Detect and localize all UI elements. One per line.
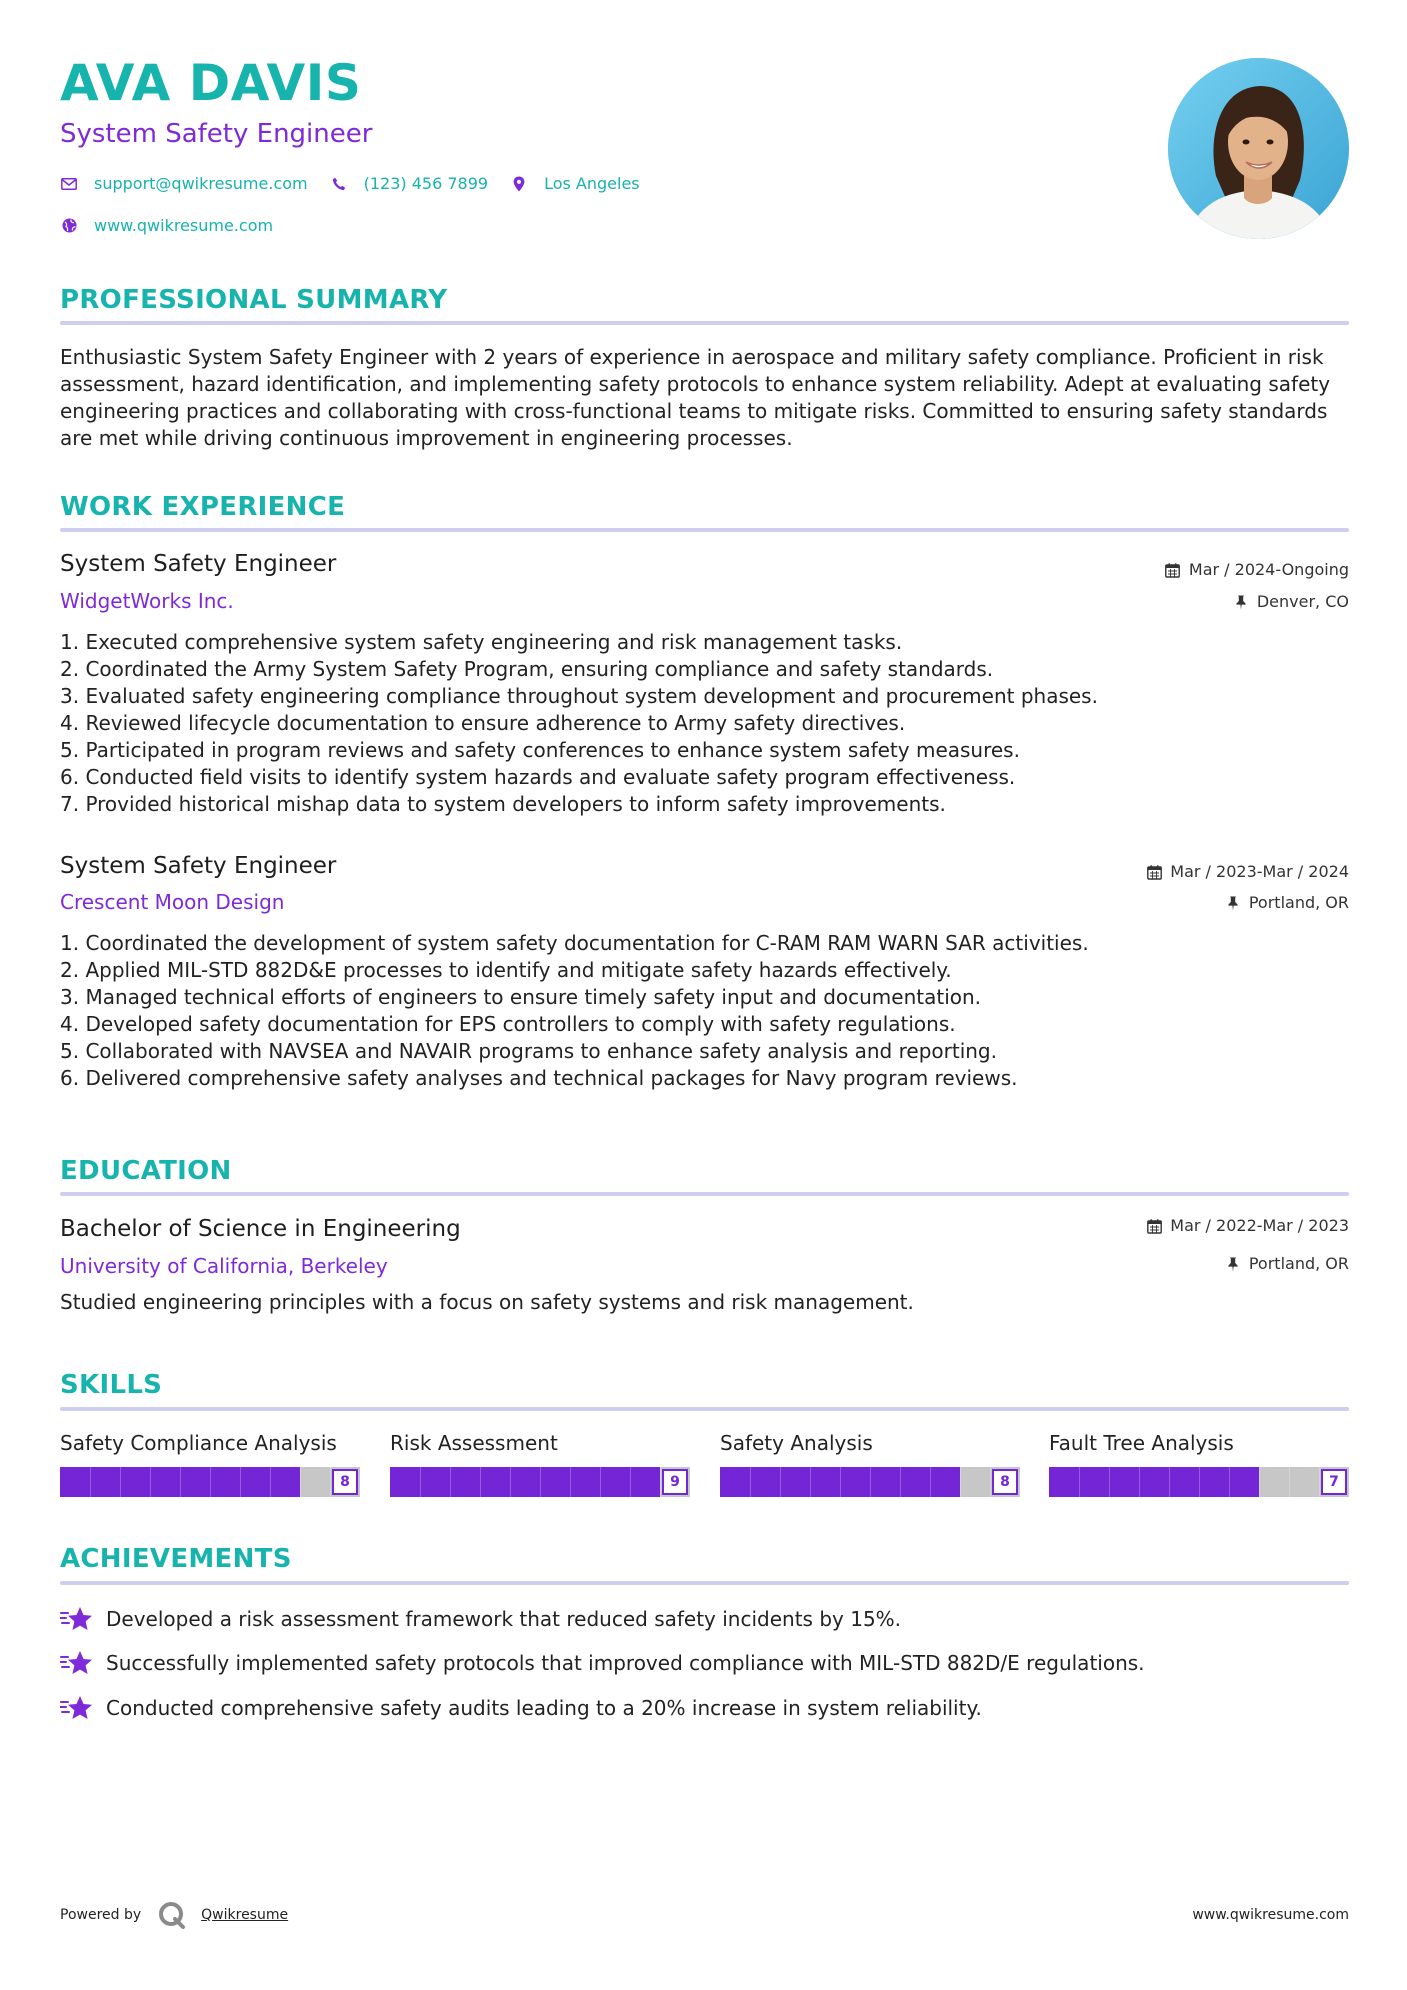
skill-bar-segment [270,1467,271,1497]
job-dates [1165,562,1349,578]
candidate-name: AVA DAVIS [60,54,362,112]
section-divider [60,1581,1349,1585]
list-item: 1. Executed comprehensive system safety engineering and risk management tasks. [60,630,903,654]
skill-bar-segment [870,1467,871,1497]
skill-level-bar [720,1467,1020,1497]
skill-bar-segment [90,1467,91,1497]
skill-bar-segment [840,1467,841,1497]
skill-level-number: 7 [1321,1469,1347,1495]
skill-bar-segment [930,1467,931,1497]
skill-level-number: 9 [662,1469,688,1495]
contact-website[interactable] [60,216,273,235]
skill-bar-segment [960,1467,961,1497]
education-description: Studied engineering principles with a focus on safety systems and risk management. [60,1290,914,1314]
skill-bar-segment [810,1467,811,1497]
job-location [1233,594,1349,610]
contact-phone[interactable] [330,174,488,193]
skill-level-bar [60,1467,360,1497]
contact-location [510,174,640,193]
section-divider [60,1407,1349,1411]
phone-text: (123) 456 7899 [363,174,489,193]
skill-bar-segment [540,1467,541,1497]
avatar [1168,58,1349,239]
job-title: System Safety Engineer [60,551,337,577]
skill-bar-segment [1109,1467,1110,1497]
skill-bar-segment [120,1467,121,1497]
candidate-title: System Safety Engineer [60,119,373,149]
summary-text: Enthusiastic System Safety Engineer with 2 years of experience in aerospace and military safety compliance. Proficient in risk assessment, hazard identification, and implementing safety protocols to enhance system reliability. Adept at evaluating safety engineering practices and collaborating with cross-functional teams to mitigate risks. Committed to ensuring safety standards are met while driving continuous improvement in engineering processes. [60,345,1331,450]
section-divider [60,528,1349,532]
skill-item [390,1433,690,1497]
star-icon [60,1694,94,1722]
education-heading: EDUCATION [60,1156,232,1186]
achievements-heading: ACHIEVEMENTS [60,1544,292,1574]
skill-bar-segment [750,1467,751,1497]
email-text: support@qwikresume.com [94,174,308,193]
calendar-icon [1146,1218,1162,1234]
list-item: 2. Coordinated the Army System Safety Program, ensuring compliance and safety standards. [60,657,994,681]
job-location [1225,895,1349,911]
skill-bar-segment [240,1467,241,1497]
skill-level-number: 8 [992,1469,1018,1495]
contact-row [60,174,662,193]
list-item: 4. Reviewed lifecycle documentation to ensure adherence to Army safety directives. [60,711,906,735]
experience-heading: WORK EXPERIENCE [60,492,346,522]
achievement-text: Developed a risk assessment framework that reduced safety incidents by 15%. [106,1607,902,1631]
skill-name: Safety Compliance Analysis [60,1431,337,1455]
phone-icon [330,175,348,193]
location-text: Los Angeles [544,174,640,193]
skill-bar-segment [480,1467,481,1497]
education-location-text: Portland, OR [1248,1254,1349,1273]
skill-level-bar [390,1467,690,1497]
star-icon [60,1649,94,1677]
skill-item [1049,1433,1349,1497]
skill-level-bar [1049,1467,1349,1497]
skill-name: Risk Assessment [390,1431,558,1455]
skill-bar-segment [570,1467,571,1497]
list-item: 5. Participated in program reviews and safety conferences to enhance system safety measures. [60,738,1020,762]
skill-level-fill [1049,1467,1259,1497]
list-item: 3. Managed technical efforts of engineers to ensure timely safety input and documentation. [60,985,982,1009]
skill-bar-segment [990,1467,991,1497]
achievement-item [60,1605,901,1633]
achievement-text: Successfully implemented safety protocols that improved compliance with MIL-STD 882D/E regulations. [106,1651,1145,1675]
job-dates-text: Mar / 2024-Ongoing [1188,560,1349,579]
list-item: 1. Coordinated the development of system safety documentation for C-RAM RAM WARN SAR activities. [60,931,1089,955]
footer-website[interactable]: www.qwikresume.com [1192,1907,1349,1923]
job-location-text: Portland, OR [1248,893,1349,912]
job-duties-list [60,629,1349,818]
education-location [1225,1256,1349,1272]
envelope-icon [60,175,78,193]
list-item: 5. Collaborated with NAVSEA and NAVAIR programs to enhance safety analysis and reporting. [60,1039,997,1063]
skill-item [60,1433,360,1497]
skill-bar-segment [330,1467,331,1497]
contact-row-website [60,216,295,235]
skill-bar-segment [1289,1467,1290,1497]
skill-bar-segment [630,1467,631,1497]
calendar-icon [1146,864,1162,880]
skill-bar-segment [150,1467,151,1497]
skill-bar-segment [1319,1467,1320,1497]
list-item: 2. Applied MIL-STD 882D&E processes to identify and mitigate safety hazards effectively. [60,958,952,982]
job-duties-list [60,930,1349,1092]
list-item: 4. Developed safety documentation for EPS controllers to comply with safety regulations. [60,1012,956,1036]
qwikresume-link[interactable]: Qwikresume [201,1907,289,1923]
list-item: 6. Conducted field visits to identify system hazards and evaluate safety program effectiveness. [60,765,1016,789]
skill-name: Fault Tree Analysis [1049,1431,1234,1455]
job-company: Crescent Moon Design [60,890,285,914]
powered-by-label: Powered by [60,1907,142,1923]
skill-bar-segment [420,1467,421,1497]
job-company: WidgetWorks Inc. [60,589,234,613]
skill-bar-segment [660,1467,661,1497]
skill-name: Safety Analysis [720,1431,873,1455]
job-location-text: Denver, CO [1256,592,1349,611]
skill-bar-segment [1229,1467,1230,1497]
map-pin-icon [510,175,528,193]
star-icon [60,1605,94,1633]
skill-bar-segment [900,1467,901,1497]
qwikresume-logo-icon [157,1900,187,1930]
achievement-text: Conducted comprehensive safety audits leading to a 20% increase in system reliability. [106,1696,982,1720]
section-divider [60,1192,1349,1196]
job-dates [1146,864,1349,880]
pushpin-icon [1233,594,1249,610]
skill-bar-segment [1139,1467,1140,1497]
summary-heading: PROFESSIONAL SUMMARY [60,285,448,315]
education-dates [1146,1218,1349,1234]
skill-bar-segment [300,1467,301,1497]
skill-level-number: 8 [332,1469,358,1495]
pushpin-icon [1225,895,1241,911]
resume-page [60,0,1349,1990]
skill-bar-segment [1079,1467,1080,1497]
skill-item [720,1433,1020,1497]
list-item: 6. Delivered comprehensive safety analyses and technical packages for Navy program reviews. [60,1066,1018,1090]
achievement-item [60,1649,1145,1677]
globe-icon [60,217,78,235]
skill-bar-segment [450,1467,451,1497]
education-dates-text: Mar / 2022-Mar / 2023 [1170,1216,1349,1235]
contact-email[interactable] [60,174,308,193]
calendar-icon [1165,562,1181,578]
skill-bar-segment [510,1467,511,1497]
skill-bar-segment [600,1467,601,1497]
skill-bar-segment [1259,1467,1260,1497]
section-divider [60,321,1349,325]
list-item: 3. Evaluated safety engineering compliance throughout system development and procurement phases. [60,684,1098,708]
pushpin-icon [1225,1256,1241,1272]
degree-title: Bachelor of Science in Engineering [60,1216,461,1242]
skill-level-fill [390,1467,660,1497]
achievement-item [60,1694,982,1722]
skill-bar-segment [780,1467,781,1497]
skills-heading: SKILLS [60,1370,163,1400]
list-item: 7. Provided historical mishap data to system developers to inform safety improvements. [60,792,946,816]
skill-bar-segment [180,1467,181,1497]
job-dates-text: Mar / 2023-Mar / 2024 [1170,862,1349,881]
footer-powered-by [60,1900,288,1930]
skill-bar-segment [210,1467,211,1497]
skill-bar-segment [1199,1467,1200,1497]
job-title: System Safety Engineer [60,853,337,879]
skill-bar-segment [1169,1467,1170,1497]
school-name: University of California, Berkeley [60,1254,388,1278]
website-text: www.qwikresume.com [94,216,274,235]
